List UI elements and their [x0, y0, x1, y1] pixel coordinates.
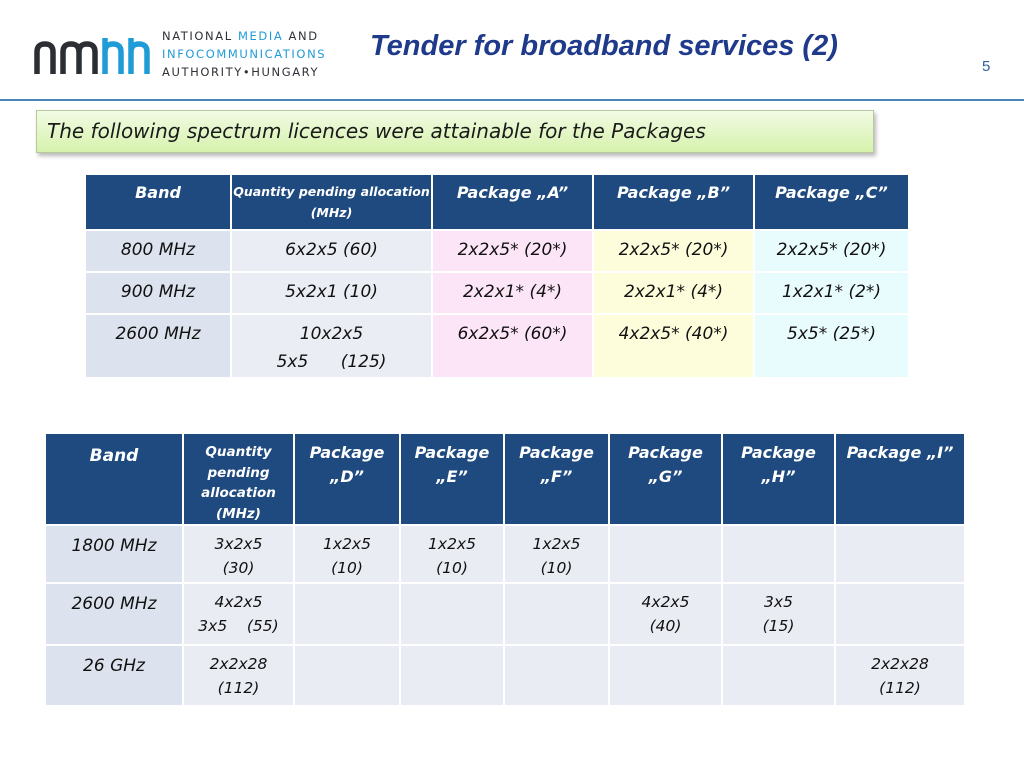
- cell-quantity: 2x2x28 (112): [183, 645, 294, 706]
- cell-package-b: 4x2x5* (40*): [593, 314, 754, 378]
- cell-package-d: [294, 583, 400, 645]
- slide-title: Tender for broadband services (2): [370, 30, 838, 62]
- header-band: Band: [45, 433, 183, 525]
- header-package-b: Package „B”: [593, 174, 754, 230]
- cell-package-f: 1x2x5 (10): [504, 525, 609, 583]
- org-line1-a: NATIONAL: [162, 29, 238, 43]
- table-row: [45, 525, 965, 583]
- cell-package-e: [400, 583, 504, 645]
- cell-package-d: 1x2x5 (10): [294, 525, 400, 583]
- subtitle-box: [36, 110, 874, 153]
- cell-band: 26 GHz: [45, 645, 183, 706]
- header-package-i: Package „I”: [835, 433, 965, 525]
- cell-quantity: 4x2x5 3x5 (55): [183, 583, 294, 645]
- cell-package-e: [400, 645, 504, 706]
- header-package-f: Package „F”: [504, 433, 609, 525]
- cell-package-a: 6x2x5* (60*): [432, 314, 593, 378]
- cell-package-i: [835, 583, 965, 645]
- cell-package-i: 2x2x28 (112): [835, 645, 965, 706]
- cell-package-h: [722, 525, 835, 583]
- header-band: Band: [85, 174, 231, 230]
- cell-package-i: [835, 525, 965, 583]
- packages-abc-table: [84, 173, 910, 379]
- org-line1-b: MEDIA: [237, 29, 284, 43]
- header-divider: [0, 99, 1024, 101]
- cell-package-g: 4x2x5 (40): [609, 583, 722, 645]
- cell-package-e: 1x2x5 (10): [400, 525, 504, 583]
- cell-quantity: 3x2x5 (30): [183, 525, 294, 583]
- cell-quantity: 6x2x5 (60): [231, 230, 432, 272]
- table-row: [85, 272, 909, 314]
- packages-di-table: [44, 432, 966, 707]
- cell-package-g: [609, 525, 722, 583]
- org-line2: INFOCOMMUNICATIONS: [162, 47, 327, 61]
- nmhh-logo: [34, 38, 150, 76]
- cell-package-b: 2x2x1* (4*): [593, 272, 754, 314]
- cell-quantity: 5x2x1 (10): [231, 272, 432, 314]
- cell-package-a: 2x2x1* (4*): [432, 272, 593, 314]
- cell-package-c: 5x5* (25*): [754, 314, 909, 378]
- cell-band: 2600 MHz: [45, 583, 183, 645]
- table-row: [85, 314, 909, 378]
- cell-band: 2600 MHz: [85, 314, 231, 378]
- cell-package-b: 2x2x5* (20*): [593, 230, 754, 272]
- cell-package-g: [609, 645, 722, 706]
- header-quantity: Quantity pending allocation (MHz): [183, 433, 294, 525]
- cell-package-f: [504, 583, 609, 645]
- header-package-h: Package „H”: [722, 433, 835, 525]
- header-package-a: Package „A”: [432, 174, 593, 230]
- cell-package-c: 2x2x5* (20*): [754, 230, 909, 272]
- table-row: [45, 645, 965, 706]
- header-quantity: Quantity pending allocation (MHz): [231, 174, 432, 230]
- table-header-row: [85, 174, 909, 230]
- header-package-c: Package „C”: [754, 174, 909, 230]
- org-line3: AUTHORITY•HUNGARY: [162, 65, 320, 79]
- page-number: 5: [982, 58, 991, 75]
- table-row: [45, 583, 965, 645]
- header-package-e: Package „E”: [400, 433, 504, 525]
- table-header-row: [45, 433, 965, 525]
- header-package-d: Package „D”: [294, 433, 400, 525]
- cell-band: 800 MHz: [85, 230, 231, 272]
- cell-package-h: [722, 645, 835, 706]
- cell-package-a: 2x2x5* (20*): [432, 230, 593, 272]
- cell-band: 900 MHz: [85, 272, 231, 314]
- cell-package-f: [504, 645, 609, 706]
- cell-package-h: 3x5 (15): [722, 583, 835, 645]
- org-line1-c: AND: [283, 29, 319, 43]
- cell-quantity: 10x2x5 5x5 (125): [231, 314, 432, 378]
- cell-package-d: [294, 645, 400, 706]
- organization-name: [162, 27, 326, 81]
- cell-band: 1800 MHz: [45, 525, 183, 583]
- cell-package-c: 1x2x1* (2*): [754, 272, 909, 314]
- header-package-g: Package „G”: [609, 433, 722, 525]
- table-row: [85, 230, 909, 272]
- subtitle-text: The following spectrum licences were attainable for the Packages: [47, 119, 706, 143]
